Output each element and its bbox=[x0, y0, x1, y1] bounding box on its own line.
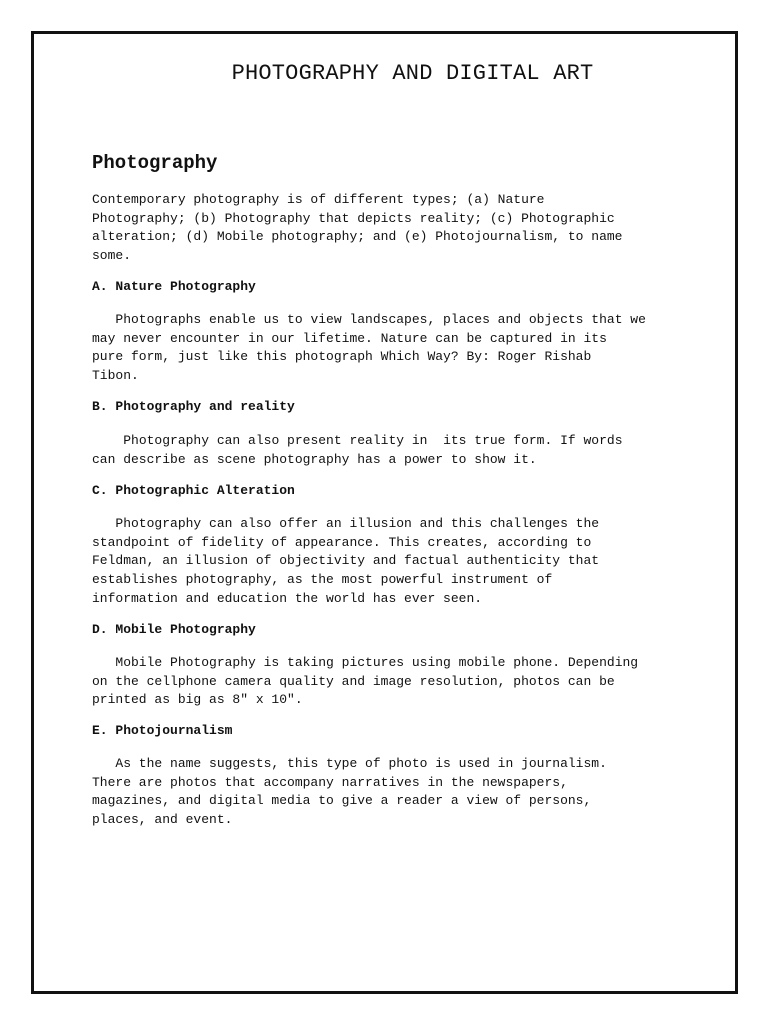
subsection-heading-reality: B. Photography and reality bbox=[92, 399, 295, 414]
subsection-body-reality: Photography can also present reality in its true form. If words can describe as scene photography has a power to show it. bbox=[92, 433, 623, 467]
subsection-heading-photojournalism: E. Photojournalism bbox=[92, 723, 233, 738]
subsection-heading-nature: A. Nature Photography bbox=[92, 279, 256, 294]
document-page bbox=[31, 31, 738, 994]
subsection-heading-alteration: C. Photographic Alteration bbox=[92, 483, 295, 498]
subsection-body-photojournalism: As the name suggests, this type of photo is used in journalism. There are photos that accompany narratives in the newspapers, magazines, and digital media to give a reader a view of persons, places, and event. bbox=[92, 756, 607, 828]
subsection-body-nature: Photographs enable us to view landscapes, places and objects that we may never encounter in our lifetime. Nature can be captured in its pure form, just like this photograph Which Way? By: Roger Rishab Tibon. bbox=[92, 312, 646, 384]
section-heading: Photography bbox=[92, 152, 218, 174]
subsection-body-alteration: Photography can also offer an illusion and this challenges the standpoint of fidelity of appearance. This creates, according to Feldman, an illusion of objectivity and factual authenticity that establishes photography, as the most powerful instrument of information and education the world has ever seen. bbox=[92, 516, 600, 606]
subsection-heading-mobile: D. Mobile Photography bbox=[92, 622, 256, 637]
intro-paragraph: Contemporary photography is of different types; (a) Nature Photography; (b) Photography that depicts reality; (c) Photographic alteration; (d) Mobile photography; and (e) Photojournalism, to name some. bbox=[92, 192, 623, 264]
subsection-body-mobile: Mobile Photography is taking pictures using mobile phone. Depending on the cellphone camera quality and image resolution, photos can be printed as big as 8" x 10". bbox=[92, 655, 639, 708]
document-title: PHOTOGRAPHY AND DIGITAL ART bbox=[231, 61, 594, 86]
